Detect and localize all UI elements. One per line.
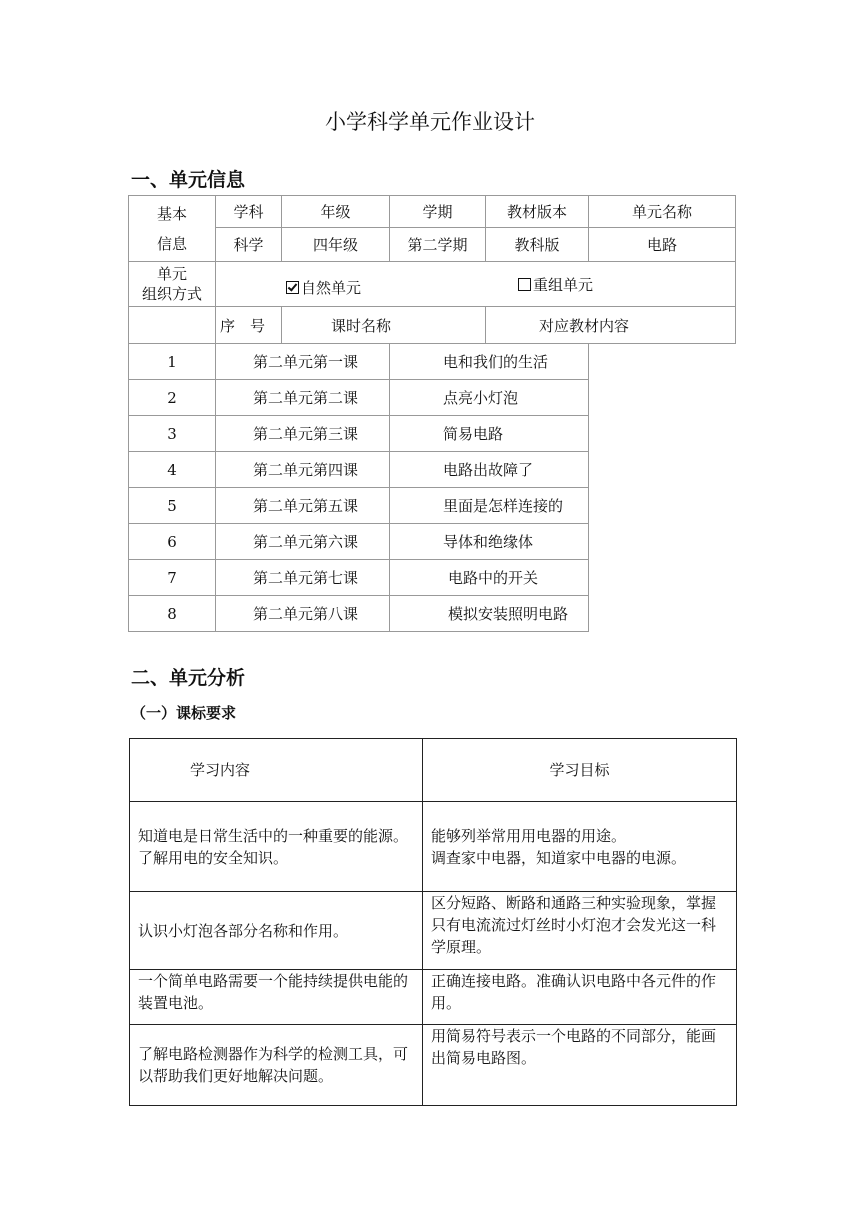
option-regrouped-unit[interactable]: 重组单元 <box>518 274 593 295</box>
lesson-name: 第二单元第一课 <box>216 344 390 380</box>
standard-row <box>130 802 737 892</box>
lesson-material: 模拟安装照明电路 <box>390 596 589 632</box>
header-learning-content: 学习内容 <box>130 739 423 802</box>
unit-info-table <box>128 195 736 632</box>
learning-content: 了解电路检测器作为科学的检测工具，可以帮助我们更好地解决问题。 <box>130 1025 423 1106</box>
standard-row <box>130 892 737 970</box>
header-no: 序 号 <box>216 307 282 344</box>
lesson-no: 1 <box>129 344 216 380</box>
option-natural-unit[interactable]: 自然单元 <box>286 277 361 298</box>
lesson-no: 3 <box>129 416 216 452</box>
learning-goal: 正确连接电路。准确认识电路中各元件的作用。 <box>431 972 717 1012</box>
lesson-name: 第二单元第二课 <box>216 380 390 416</box>
lesson-material: 电路中的开关 <box>390 560 589 596</box>
value-unit-name: 电路 <box>589 228 736 262</box>
header-term: 学期 <box>390 196 486 228</box>
document-title: 小学科学单元作业设计 <box>325 110 535 134</box>
lesson-no: 7 <box>129 560 216 596</box>
lesson-row <box>129 452 736 488</box>
lesson-material: 点亮小灯泡 <box>390 380 589 416</box>
org-label: 单元 组织方式 <box>129 262 216 307</box>
lesson-row <box>129 524 736 560</box>
lesson-no: 5 <box>129 488 216 524</box>
standard-row <box>130 1025 737 1106</box>
header-learning-goals: 学习目标 <box>423 739 737 802</box>
checkbox-checked-icon <box>286 281 299 294</box>
lesson-row <box>129 416 736 452</box>
learning-goal: 用简易符号表示一个电路的不同部分，能画出简易电路图。 <box>431 1027 717 1067</box>
learning-content: 认识小灯泡各部分名称和作用。 <box>130 892 423 970</box>
lesson-material: 电路出故障了 <box>390 452 589 488</box>
section-heading-unit-info: 一、单元信息 <box>131 169 246 191</box>
lesson-row <box>129 596 736 632</box>
lesson-no: 2 <box>129 380 216 416</box>
lesson-row <box>129 488 736 524</box>
lesson-no: 4 <box>129 452 216 488</box>
lesson-name: 第二单元第五课 <box>216 488 390 524</box>
standard-row <box>130 970 737 1025</box>
lesson-row <box>129 380 736 416</box>
lesson-name: 第二单元第三课 <box>216 416 390 452</box>
header-lesson-name: 课时名称 <box>282 307 486 344</box>
lesson-list-blank-label <box>129 307 216 344</box>
lesson-row <box>129 560 736 596</box>
value-term: 第二学期 <box>390 228 486 262</box>
curriculum-standards-table <box>129 738 737 1106</box>
header-subject: 学科 <box>216 196 282 228</box>
subsection-heading-curriculum: （一）课标要求 <box>131 704 237 722</box>
header-unit-name: 单元名称 <box>589 196 736 228</box>
learning-goal: 能够列举常用用电器的用途。 <box>431 826 627 845</box>
value-textbook: 教科版 <box>486 228 589 262</box>
lesson-name: 第二单元第六课 <box>216 524 390 560</box>
header-textbook: 教材版本 <box>486 196 589 228</box>
learning-goals <box>423 892 737 970</box>
learning-content: 一个简单电路需要一个能持续提供电能的装置电池。 <box>130 970 423 1025</box>
learning-goal: 区分短路、断路和通路三种实验现象，掌握只有电流流过灯丝时小灯泡才会发光这一科学原理。 <box>431 894 717 956</box>
lesson-material: 电和我们的生活 <box>390 344 589 380</box>
org-options <box>216 262 736 307</box>
learning-content: 知道电是日常生活中的一种重要的能源。了解用电的安全知识。 <box>130 802 423 892</box>
value-subject: 科学 <box>216 228 282 262</box>
lesson-no: 6 <box>129 524 216 560</box>
lesson-material: 导体和绝缘体 <box>390 524 589 560</box>
lesson-material: 里面是怎样连接的 <box>390 488 589 524</box>
lesson-row <box>129 344 736 380</box>
section-heading-unit-analysis: 二、单元分析 <box>131 667 246 689</box>
lesson-material: 简易电路 <box>390 416 589 452</box>
lesson-name: 第二单元第七课 <box>216 560 390 596</box>
learning-goals <box>423 802 737 892</box>
learning-goals <box>423 970 737 1025</box>
lesson-name: 第二单元第八课 <box>216 596 390 632</box>
learning-goal: 调查家中电器，知道家中电器的电源。 <box>431 848 687 867</box>
basic-info-label: 基本 信息 <box>129 196 216 262</box>
header-material: 对应教材内容 <box>486 307 736 344</box>
lesson-name: 第二单元第四课 <box>216 452 390 488</box>
lesson-no: 8 <box>129 596 216 632</box>
learning-goals <box>423 1025 737 1106</box>
value-grade: 四年级 <box>282 228 390 262</box>
header-grade: 年级 <box>282 196 390 228</box>
checkbox-empty-icon <box>518 278 531 291</box>
